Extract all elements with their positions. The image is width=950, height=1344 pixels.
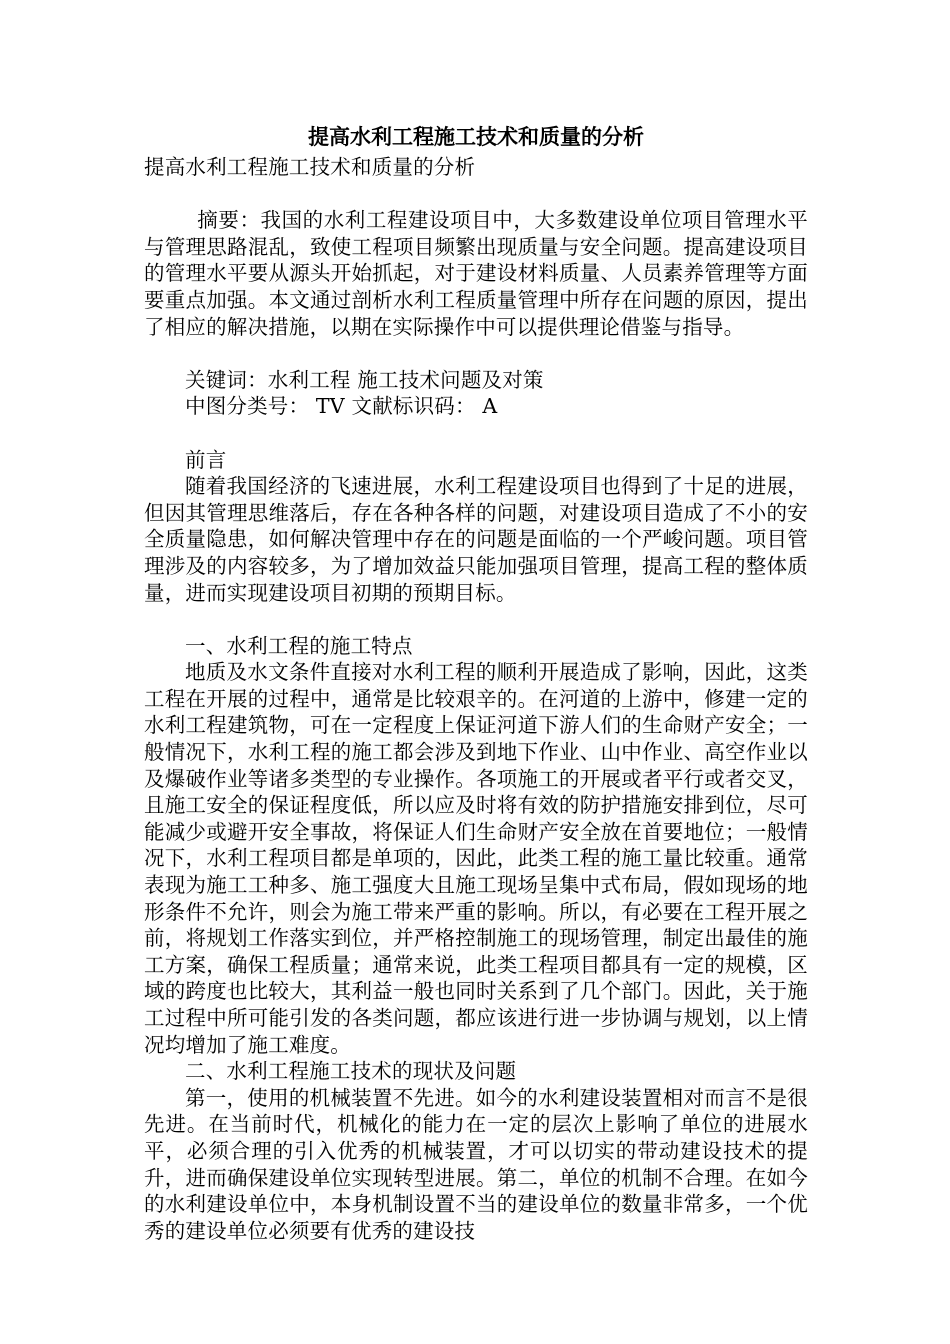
preface-paragraph: 随着我国经济的飞速进展，水利工程建设项目也得到了十足的进展，但因其管理思维落后，存在各种各样的问题，对建设项目造成了不小的安全质量隐患，如何解决管理中存在的问题是面临的一个严峻问题。项目管理涉及的内容较多，为了增加效益只能加强项目管理，提高工程的整体质量，进而实现建设项目初期的预期目标。: [144, 474, 808, 605]
section1-heading: 一、水利工程的施工特点: [185, 633, 413, 658]
preface-heading: 前言: [185, 447, 227, 472]
section2-heading: 二、水利工程施工技术的现状及问题: [185, 1059, 517, 1084]
spacer: [144, 181, 808, 208]
document-page: [144, 120, 808, 1244]
document-title: 提高水利工程施工技术和质量的分析: [308, 124, 644, 149]
section1-paragraph: 地质及水文条件直接对水利工程的顺利开展造成了影响，因此，这类工程在开展的过程中，通常是比较艰辛的。在河道的上游中，修建一定的水利工程建筑物，可在一定程度上保证河道下游人们的生命财产安全；一般情况下，水利工程的施工都会涉及到地下作业、山中作业、高空作业以及爆破作业等诸多类型的专业操作。各项施工的开展或者平行或者交叉，且施工安全的保证程度低，所以应及时将有效的防护措施安排到位，尽可能减少或避开安全事故，将保证人们生命财产安全放在首要地位；一般情况下，水利工程项目都是单项的，因此，此类工程的施工量比较重。通常表现为施工工种多、施工强度大且施工现场呈集中式布局，假如现场的地形条件不允许，则会为施工带来严重的影响。所以，有必要在工程开展之前，将规划工作落实到位，并严格控制施工的现场管理，制定出最佳的施工方案，确保工程质量；通常来说，此类工程项目都具有一定的规模，区域的跨度也比较大，其利益一般也同时关系到了几个部门。因此，关于施工过程中所可能引发的各类问题，都应该进行进一步协调与规划，以上情况均增加了施工难度。: [144, 660, 808, 1057]
abstract-paragraph: 摘要：我国的水利工程建设项目中，大多数建设单位项目管理水平与管理思路混乱，致使工程项目频繁出现质量与安全问题。提高建设项目的管理水平要从源头开始抓起，对于建设材料质量、人员素养管理等方面要重点加强。本文通过剖析水利工程质量管理中所存在问题的原因，提出了相应的解决措施，以期在实际操作中可以提供理论借鉴与指导。: [144, 208, 808, 339]
spacer: [144, 606, 808, 633]
keywords-line: 关键词：水利工程 施工技术问题及对策: [185, 367, 544, 392]
document-subtitle: 提高水利工程施工技术和质量的分析: [144, 155, 476, 179]
classification-line: 中图分类号： TV 文献标识码： A: [185, 394, 498, 419]
spacer: [144, 420, 808, 447]
section2-paragraph: 第一，使用的机械装置不先进。如今的水利建设装置相对而言不是很先进。在当前时代，机械化的能力在一定的层次上影响了单位的进展水平，必须合理的引入优秀的机械装置，才可以切实的带动建设技术的提升，进而确保建设单位实现转型进展。第二，单位的机制不合理。在如今的水利建设单位中，本身机制设置不当的建设单位的数量非常多，一个优秀的建设单位必须要有优秀的建设技: [144, 1085, 808, 1243]
spacer: [144, 340, 808, 367]
